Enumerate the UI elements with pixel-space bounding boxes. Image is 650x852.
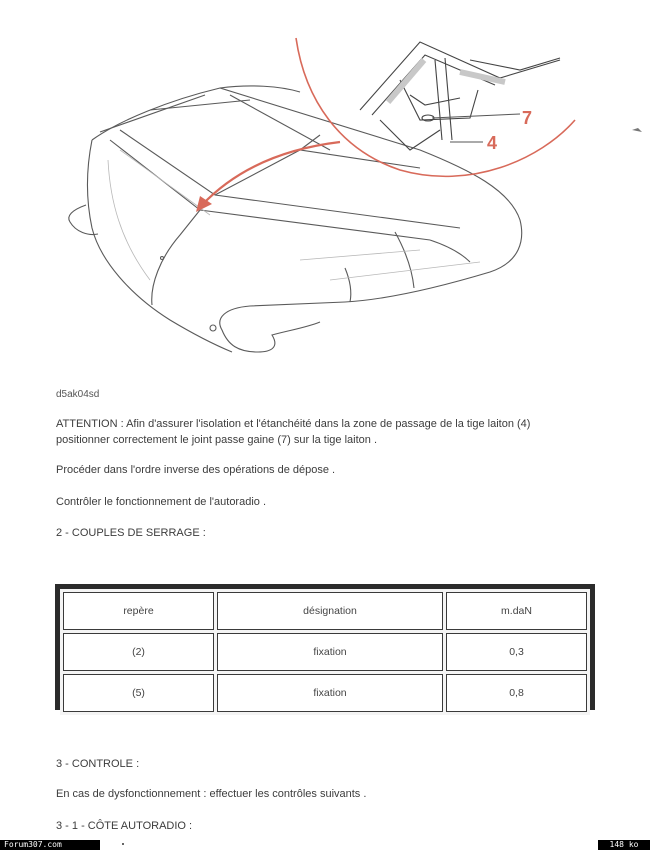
attention-paragraph [56, 416, 616, 448]
table-row [63, 674, 587, 712]
cell-repere: (5) [63, 674, 214, 712]
trunk-lid-illustration [0, 0, 650, 380]
attention-line-2: positionner correctement le joint passe gaine (7) sur la tige laiton . [56, 434, 378, 446]
callout-4: 4 [487, 133, 498, 153]
footer-bar [0, 838, 650, 852]
cell-torque: 0,8 [446, 674, 587, 712]
header-mdan: m.daN [446, 592, 587, 630]
cell-designation: fixation [217, 633, 443, 671]
table-header-row [63, 592, 587, 630]
figure-code: d5ak04sd [56, 389, 100, 400]
section-torque-heading: 2 - COUPLES DE SERRAGE : [56, 527, 206, 539]
procedure-text: Procéder dans l'ordre inverse des opérations de dépose . [56, 464, 336, 476]
section-control-heading: 3 - CONTROLE : [56, 758, 140, 770]
header-repere: repère [63, 592, 214, 630]
trunk-lid-drawing [69, 86, 522, 352]
callout-7: 7 [522, 108, 533, 128]
cell-repere: (2) [63, 633, 214, 671]
cell-designation: fixation [217, 674, 443, 712]
section-radio-side-heading: 3 - 1 - CÔTE AUTORADIO : [56, 820, 193, 832]
footer-size: 148 ko [598, 840, 650, 850]
malfunction-text: En cas de dysfonctionnement : effectuer les contrôles suivants . [56, 788, 367, 800]
table-row [63, 633, 587, 671]
cell-torque: 0,3 [446, 633, 587, 671]
radio-check-text: Contrôler le fonctionnement de l'autoradio . [56, 496, 267, 508]
header-designation: désignation [217, 592, 443, 630]
attention-line-1: ATTENTION : Afin d'assurer l'isolation et l'étanchéité dans la zone de passage de la tige laiton (4) [56, 418, 531, 430]
footer-site: Forum307.com [0, 840, 100, 850]
torque-table [55, 584, 595, 710]
